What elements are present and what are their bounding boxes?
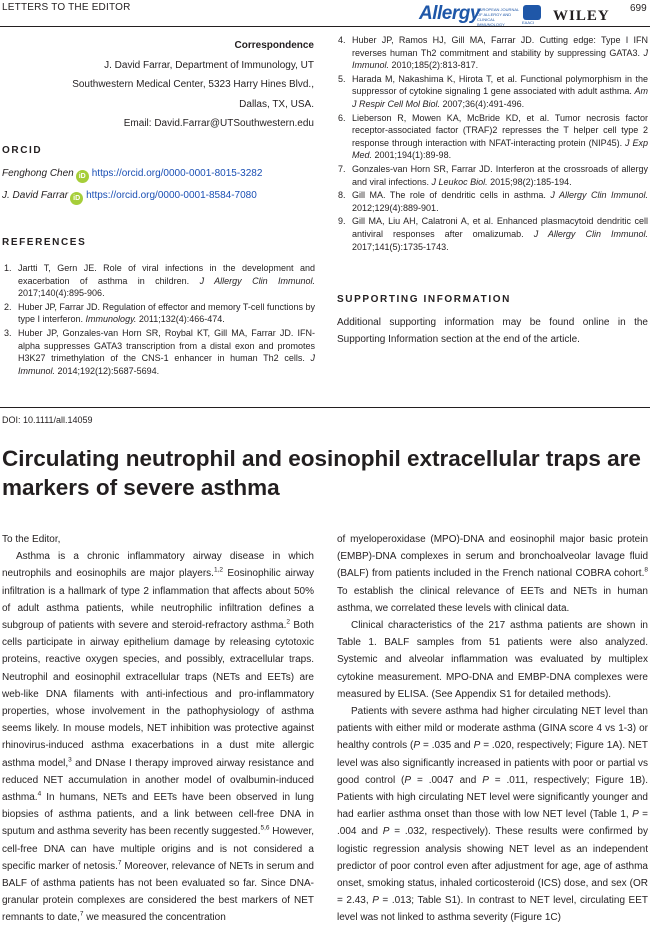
reference-journal: J Allergy Clin Immunol. — [199, 275, 315, 286]
reference-number: 2. — [4, 301, 12, 312]
journal-name: Allergy — [419, 3, 480, 24]
reference-number: 8. — [338, 190, 346, 201]
reference-journal: Am J Respir Cell Mol Biol. — [352, 86, 648, 109]
reference-number: 3. — [4, 327, 12, 338]
reference-text: Jartti T, Gern JE. Role of viral infections in the development and exacerbation of asthma in children. — [18, 263, 315, 286]
body-paragraph: Asthma is a chronic inflammatory airway disease in which neutrophils and eosinophils are major players.$^{1,2}$ Eosinophilic airway infiltration is a hallmark of type 2 inflammation that affects about 50% of adult asthma patients, while neutrophilic infiltration defines a subgroup of patients with severe and steroid-refractory asthma.$^2$ Both cells participate in airway epithelium damage by releasing cytotoxic proteins, reactive oxygen species, and possibly, extracellular traps. Neutrophil and eosinophil extracellular traps (NETs and EETs) are web-like DNA filaments with anti-infectious and pro-inflammatory properties, whose involvement in the pathophysiology of asthma seems likely. In mouse models, NET inhibition was protective against rhinovirus-induced asthma exacerbations in a dust mite allergic asthma model,$^3$ and DNase I therapy improved airway resistance and reduced NET accumulation in another model of ovalbumin-induced asthma.$^4$ In humans, NETs and EETs have been observed in lung biopsies of asthma patients, and a link between cell-free DNA in sputum and asthma severity has been recently suggested.$^{5,6}$ However, cell-free DNA can have multiple origins and is not considered a specific marker of netosis.$^7$ Moreover, relevance of NETs in serum and BALF of asthma patients has not been evaluated so far. Since DNA-granular protein complexes are considered the best markers of NET remnants to date,$^7$ we measured the concentration — [2, 551, 314, 924]
article-divider — [0, 407, 650, 408]
reference-number: 4. — [338, 35, 346, 45]
eaaci-logo-icon — [523, 5, 541, 20]
correspondence-email[interactable]: Email: David.Farrar@UTSouthwestern.edu — [123, 118, 314, 129]
supporting-heading: SUPPORTING INFORMATION — [337, 294, 511, 305]
references-heading: REFERENCES — [2, 237, 87, 248]
reference-text: Gonzales-van Horn SR, Farrar JD. Interferon at the crossroads of allergy and viral infections. — [352, 163, 648, 187]
references-list-right — [336, 34, 648, 254]
reference-item — [2, 301, 315, 326]
reference-number: 9. — [338, 216, 346, 227]
correspondence-block — [14, 36, 314, 134]
journal-tagline: EUROPEAN JOURNAL OF ALLERGY AND CLINICAL IMMUNOLOGY — [477, 7, 520, 27]
reference-item — [2, 327, 315, 377]
publisher-logo[interactable]: WILEY — [553, 8, 610, 24]
correspondence-line: Southwestern Medical Center, 5323 Harry Hines Blvd., — [72, 79, 314, 90]
supporting-text: Additional supporting information may be found online in the Supporting Information section at the end of the article. — [337, 317, 648, 345]
reference-item — [336, 34, 648, 72]
reference-journal: Immunology. — [85, 314, 137, 325]
reference-journal: J Allergy Clin Immunol. — [550, 190, 648, 201]
orcid-entry — [2, 168, 262, 183]
orcid-entry — [2, 190, 257, 205]
doi-link[interactable]: DOI: 10.1111/all.14059 — [2, 415, 93, 425]
reference-item — [336, 112, 648, 162]
society-name: EAACI — [522, 20, 535, 25]
reference-journal: J Immunol. — [18, 353, 315, 376]
reference-citation: 2017;140(4):895-906. — [18, 288, 105, 299]
reference-journal: J Exp Med. — [352, 137, 648, 161]
reference-item — [336, 215, 648, 253]
orcid-author-name: J. David Farrar — [2, 190, 69, 201]
references-list-left — [2, 262, 315, 378]
correspondence-line: Dallas, TX, USA. — [239, 98, 314, 110]
reference-number: 6. — [338, 112, 346, 123]
reference-citation: 2015;98(2):185-194. — [487, 176, 572, 187]
orcid-author-name: Fenghong Chen — [2, 168, 74, 179]
orcid-link[interactable]: https://orcid.org/0000-0001-8015-3282 — [91, 168, 263, 179]
body-paragraph: Patients with severe asthma had higher circulating NET level than patients with either mild or moderate asthma (GINA score 4 vs 1-3) or healthy controls (P = .035 and P = .020, respectively; Figure 1A). NET level was also significantly increased in patients with poor or partial vs good control (P = .0047 and P = .011, respectively; Figure 1B). Patients with high circulating NET level were significantly younger and had earlier asthma onset than those with low NET level (Table 1, P = .004 and P = .032, respectively). These results were confirmed by logistic regression analysis showing NET level as an independent predictor of poor control even after adjustment for age, age of asthma onset, smoking status, inhaled corticosteroid (ICS) dose, and sex (OR = 2.43, P = .013; Table S1). In contrast to NET level, circulating EET level was not linked to asthma severity (Figure 1C) — [337, 706, 649, 924]
reference-citation: 2001;194(1):89-98. — [372, 150, 452, 161]
page-number: 699 — [630, 3, 647, 14]
header-divider — [0, 26, 650, 27]
reference-citation: 2007;36(4):491-496. — [440, 98, 525, 109]
reference-item — [2, 262, 315, 300]
reference-number: 7. — [338, 163, 346, 174]
reference-text: Huber JP, Gonzales-van Horn SR, Roybal KT, Gill MA, Farrar JD. IFN-alpha suppresses GATA3 transcription from a distal exon and promotes H3K27 trimethylation of the CNS-1 enhancer in human Th2 cells. — [18, 327, 315, 364]
reference-text: Gill MA, Liu AH, Calatroni A, et al. Enhanced plasmacytoid dendritic cell antiviral responses after omalizumab. — [352, 216, 648, 239]
orcid-icon: iD — [70, 192, 83, 205]
running-head: LETTERS TO THE EDITOR — [2, 2, 131, 13]
reference-text: Lieberson R, Mowen KA, McBride KD, et al. Tumor necrosis factor receptor-associated factor (TRAF)2 represses the T helper cell type 2 response through interaction with NFAT-interacting protein (NIP45). — [352, 112, 648, 148]
reference-journal: J Allergy Clin Immunol. — [533, 228, 648, 239]
reference-citation: 2010;185(2):813-817. — [389, 60, 479, 71]
article-body-left — [2, 531, 314, 927]
salutation: To the Editor, — [2, 534, 61, 545]
article-title: Circulating neutrophil and eosinophil extracellular traps are markers of severe asthma — [2, 446, 641, 500]
orcid-link[interactable]: https://orcid.org/0000-0001-8584-7080 — [86, 190, 257, 201]
correspondence-title: Correspondence — [234, 40, 314, 51]
reference-text: Huber JP, Farrar JD. Regulation of effector and memory T-cell functions by type I interferon. — [18, 301, 315, 325]
article-body-right — [337, 531, 648, 927]
reference-journal: J Immunol. — [352, 47, 648, 71]
reference-citation: 2012;129(4):889-901. — [352, 202, 439, 213]
reference-citation: 2014;192(12):5687-5694. — [55, 365, 160, 376]
reference-text: Harada M, Nakashima K, Hirota T, et al. Functional polymorphism in the suppressor of cytokine signaling 1 gene associated with adult asthma. — [352, 73, 648, 97]
reference-text: Huber JP, Ramos HJ, Gill MA, Farrar JD. Cutting edge: Type I IFN reverses human Th2 commitment and stability by suppressing GATA3. — [352, 35, 648, 58]
reference-citation: 2011;132(4):466-474. — [136, 314, 225, 325]
reference-text: Gill MA. The role of dendritic cells in asthma. — [352, 190, 551, 201]
reference-number: 1. — [4, 263, 12, 273]
reference-item — [336, 163, 648, 188]
reference-item — [336, 73, 648, 111]
reference-journal: J Leukoc Biol. — [431, 176, 488, 187]
body-paragraph: of myeloperoxidase (MPO)-DNA and eosinophil major basic protein (EMBP)-DNA complexes in serum and bronchoalveolar lavage fluid (BALF) from patients included in the French national COBRA cohort.$^8$ To establish the clinical relevance of EETs and NETs in human asthma, we correlated these levels with clinical data. — [337, 534, 648, 614]
body-paragraph: Clinical characteristics of the 217 asthma patients are shown in Table 1. BALF samples from 51 patients were also analyzed. Systemic and alveolar inflammation was evaluated by multiplex cytokine measurement. MPO-DNA and EMBP-DNA complexes were measured by ELISA. (See Appendix S1 for detailed methods). — [337, 620, 648, 700]
correspondence-line: J. David Farrar, Department of Immunology, UT — [104, 59, 314, 71]
reference-citation: 2017;141(5):1735-1743. — [352, 241, 449, 252]
reference-item — [336, 189, 648, 214]
reference-number: 5. — [338, 73, 346, 84]
orcid-icon: iD — [76, 170, 89, 183]
orcid-heading: ORCID — [2, 145, 43, 156]
